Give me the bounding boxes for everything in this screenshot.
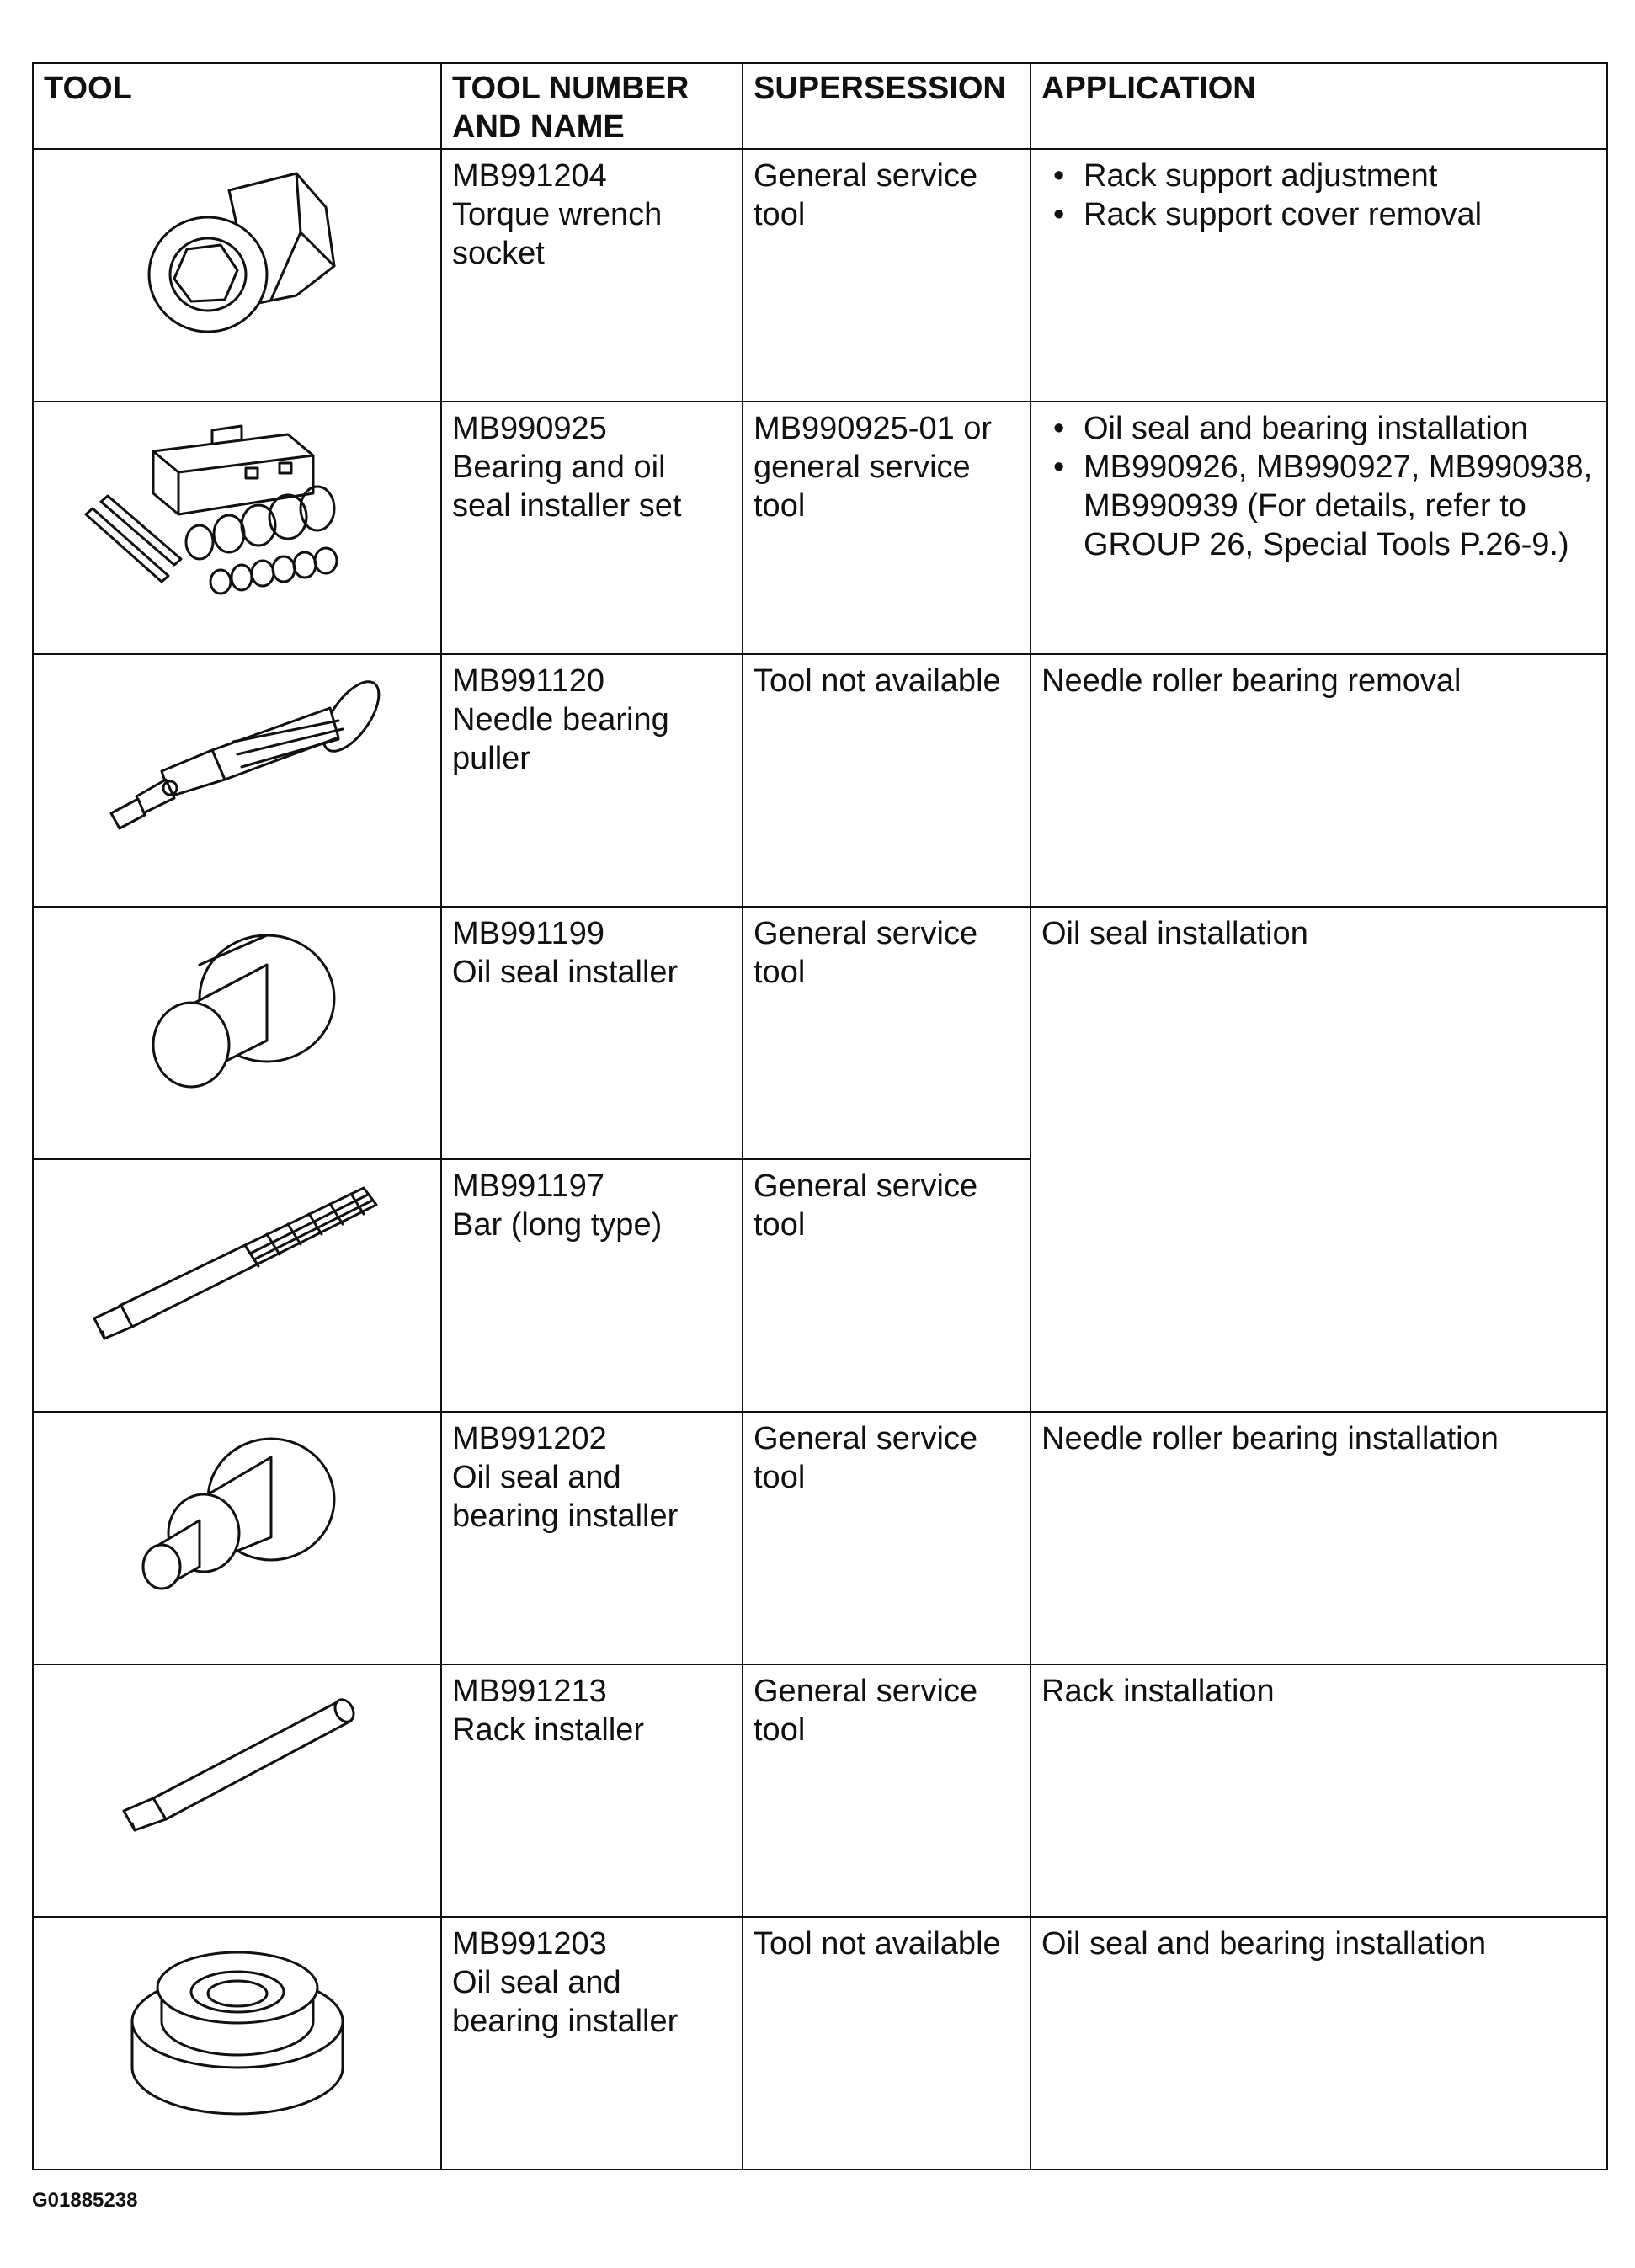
supersession-cell: MB990925-01 or general service tool: [743, 402, 1031, 654]
tool-number: MB991204: [452, 158, 607, 194]
tool-number: MB991203: [452, 1926, 607, 1962]
tool-number-name-cell: [441, 149, 743, 402]
application-item: • Rack support adjustment: [1041, 157, 1596, 195]
table-row: [33, 1664, 1607, 1917]
tool-number: MB991197: [452, 1169, 604, 1204]
tool-name: Oil seal and bearing installer: [452, 1965, 679, 2039]
tool-number-name-cell: [441, 1159, 743, 1412]
tool-name: Rack installer: [452, 1712, 645, 1748]
needle-bearing-puller-icon: [86, 662, 389, 855]
tool-name: Bar (long type): [452, 1207, 663, 1243]
application-list: [1041, 409, 1596, 564]
tool-name: Oil seal and bearing installer: [452, 1460, 679, 1534]
tool-name: Oil seal installer: [452, 955, 679, 990]
tool-number-name-cell: [441, 907, 743, 1159]
tool-number: MB991202: [452, 1421, 607, 1456]
tool-number: MB991213: [452, 1674, 607, 1709]
header-tool-number-and-name: TOOL NUMBER AND NAME: [441, 63, 743, 149]
tool-image-cell: [33, 1664, 441, 1917]
tool-image-cell: [33, 654, 441, 907]
oil-seal-and-bearing-installer-ring-icon: [103, 1925, 372, 2127]
tool-number-name-cell: [441, 402, 743, 654]
application-item: • Oil seal and bearing installation: [1041, 409, 1596, 448]
table-row: [33, 907, 1607, 1159]
bearing-and-oil-seal-installer-set-icon: [61, 409, 414, 620]
supersession-cell: General service tool: [743, 907, 1031, 1159]
torque-wrench-socket-icon: [128, 157, 347, 350]
rack-installer-icon: [86, 1672, 389, 1866]
supersession-cell: General service tool: [743, 149, 1031, 402]
tool-image-cell: [33, 1412, 441, 1664]
tool-number-name-cell: [441, 1664, 743, 1917]
table-row: [33, 402, 1607, 654]
tool-image-cell: [33, 1917, 441, 2170]
tool-number: MB991120: [452, 663, 604, 699]
application-cell: Oil seal and bearing installation: [1031, 1917, 1607, 2170]
tool-image-cell: [33, 402, 441, 654]
tool-name: Needle bearing puller: [452, 702, 669, 776]
application-cell: Oil seal installation: [1031, 907, 1607, 1412]
figure-id: G01885238: [32, 2189, 138, 2212]
application-cell: [1031, 149, 1607, 402]
supersession-cell: Tool not available: [743, 654, 1031, 907]
oil-seal-and-bearing-installer-icon: [120, 1419, 355, 1613]
supersession-cell: General service tool: [743, 1664, 1031, 1917]
tool-number: MB990925: [452, 411, 607, 446]
table-header-row: [33, 63, 1607, 149]
tool-image-cell: [33, 1159, 441, 1412]
tool-number: MB991199: [452, 916, 604, 951]
tool-number-name-cell: [441, 1412, 743, 1664]
header-application: APPLICATION: [1031, 63, 1607, 149]
oil-seal-installer-icon: [120, 914, 355, 1108]
table-row: [33, 1917, 1607, 2170]
application-item: • MB990926, MB990927, MB990938, MB990939 (For details, refer to GROUP 26, Special Tools P.26-9.): [1041, 448, 1596, 564]
application-list: [1041, 157, 1596, 234]
application-cell: [1031, 402, 1607, 654]
tool-number-name-cell: [441, 654, 743, 907]
table-row: [33, 1412, 1607, 1664]
table-row: [33, 654, 1607, 907]
bar-long-type-icon: [69, 1167, 406, 1360]
header-supersession: SUPERSESSION: [743, 63, 1031, 149]
application-item: • Rack support cover removal: [1041, 195, 1596, 234]
tool-image-cell: [33, 149, 441, 402]
header-tool: TOOL: [33, 63, 441, 149]
supersession-cell: General service tool: [743, 1159, 1031, 1412]
tool-image-cell: [33, 907, 441, 1159]
table-row: [33, 149, 1607, 402]
special-tools-table: [32, 62, 1608, 2170]
tool-name: Bearing and oil seal installer set: [452, 450, 682, 524]
supersession-cell: General service tool: [743, 1412, 1031, 1664]
tool-name: Torque wrench socket: [452, 197, 663, 271]
application-cell: Rack installation: [1031, 1664, 1607, 1917]
tool-number-name-cell: [441, 1917, 743, 2170]
supersession-cell: Tool not available: [743, 1917, 1031, 2170]
application-cell: Needle roller bearing removal: [1031, 654, 1607, 907]
application-cell: Needle roller bearing installation: [1031, 1412, 1607, 1664]
